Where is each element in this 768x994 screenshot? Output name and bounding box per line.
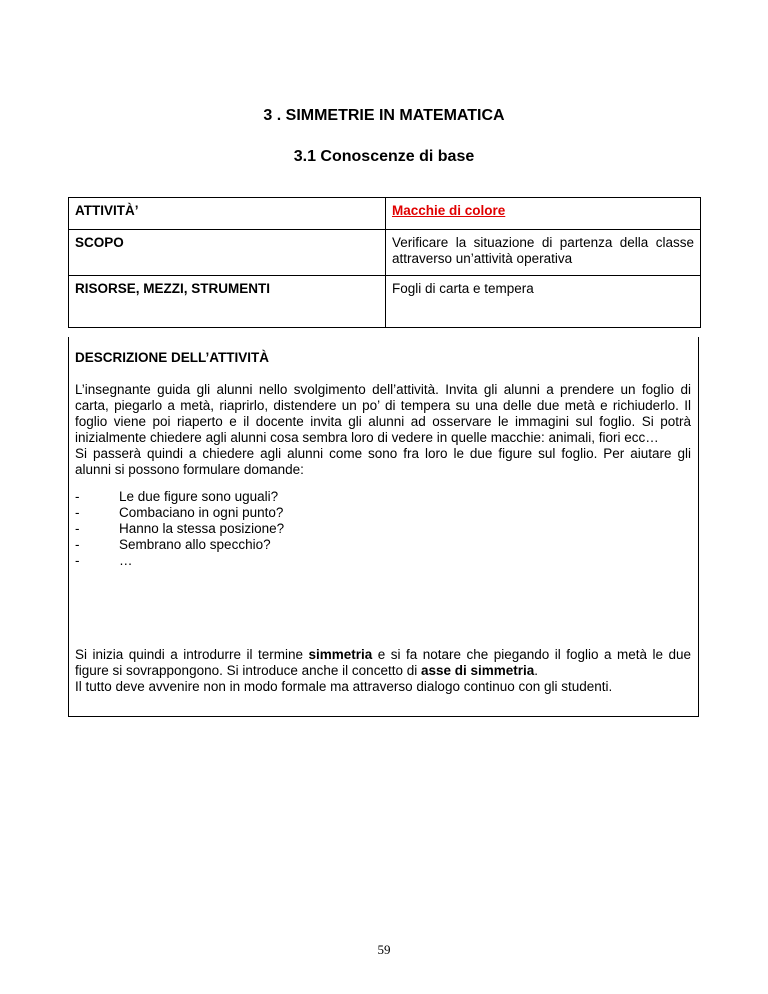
closing-line-2: Il tutto deve avvenire non in modo formale ma attraverso dialogo continuo con gli studenti.: [75, 679, 613, 694]
closing-paragraph: [75, 647, 691, 679]
description-paragraph-1: L’insegnante guida gli alunni nello svolgimento dell’attività. Invita gli alunni a prendere un foglio di carta, piegarlo a metà, riaprirlo, distendere un po’ di tempera su una delle due metà e richiuderlo. Il foglio viene poi riaperto e il docente invita gli alunni ad osservare le immagini sul foglio. Si potrà inizialmente chiedere agli alunni cosa sembra loro di vedere in quelle macchie: animali, fiori ecc…: [75, 382, 691, 445]
term-asse-di-simmetria: asse di simmetria: [420, 663, 535, 678]
question-text: …: [119, 553, 133, 568]
description-intro: [75, 382, 691, 478]
table-row: [69, 230, 701, 276]
question-text: Le due figure sono uguali?: [119, 489, 279, 504]
closing-text: .: [534, 663, 539, 678]
list-item: - Hanno la stessa posizione?: [75, 521, 285, 536]
closing-text: Si inizia quindi a introdurre il termine: [75, 647, 309, 662]
activity-title: Macchie di colore: [392, 203, 506, 218]
description-title: DESCRIZIONE DELL’ATTIVITÀ: [75, 350, 270, 365]
description-paragraph-2: Si passerà quindi a chiedere agli alunni come sono fra loro le due figure sul foglio. Per aiutare gli alunni si possono formulare domande:: [75, 446, 691, 477]
page-number: 59: [377, 942, 391, 957]
question-text: Combaciano in ogni punto?: [119, 505, 284, 520]
question-text: Sembrano allo specchio?: [119, 537, 271, 552]
term-simmetria: simmetria: [308, 647, 373, 662]
page-heading: 3 . SIMMETRIE IN MATEMATICA: [263, 107, 505, 124]
question-text: Hanno la stessa posizione?: [119, 521, 285, 536]
description-closing: [75, 647, 691, 695]
table-row: [69, 198, 701, 230]
scope-value: Verificare la situazione di partenza della classe attraverso un’attività operativa: [386, 230, 701, 276]
table-row: [69, 276, 701, 328]
description-box: [68, 337, 699, 717]
list-item: - …: [75, 553, 133, 568]
list-item: - Le due figure sono uguali?: [75, 489, 279, 504]
scope-label: SCOPO: [69, 230, 386, 276]
list-item: - Sembrano allo specchio?: [75, 537, 271, 552]
activity-table: [68, 197, 701, 328]
section-subheading: 3.1 Conoscenze di base: [293, 148, 475, 165]
activity-label: ATTIVITÀ’: [69, 198, 386, 230]
question-list: [75, 489, 284, 569]
activity-value: [386, 198, 701, 230]
resources-value: Fogli di carta e tempera: [386, 276, 701, 328]
list-item: - Combaciano in ogni punto?: [75, 505, 284, 520]
resources-label: RISORSE, MEZZI, STRUMENTI: [69, 276, 386, 328]
closing-text: e si fa notare che piegando il foglio a metà le due figure si sovrappongono. Si introduce anche il concetto di: [75, 647, 692, 678]
